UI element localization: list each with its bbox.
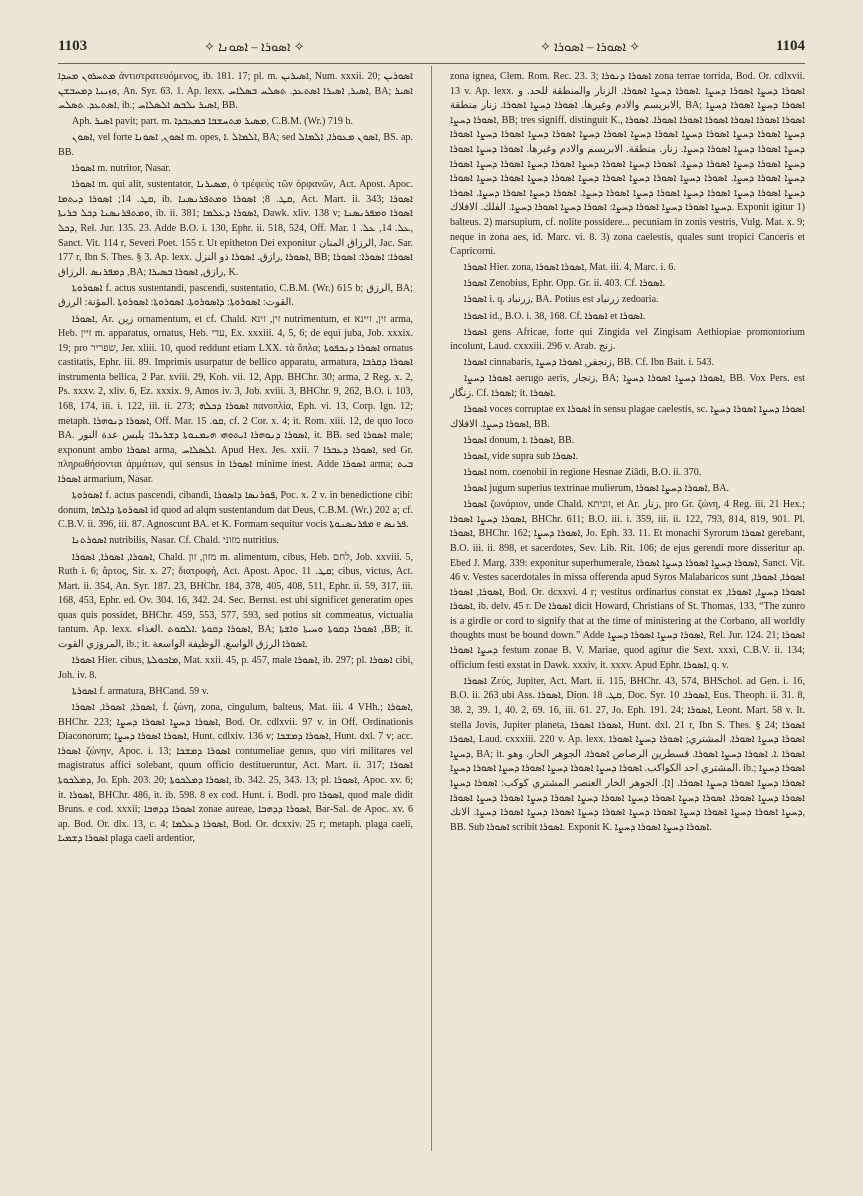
entry: ܐܣܘܪܐ ζωνάριον, unde Chald. זוניתא, et Ar. زنار, pro Gr. ζώνη, 4 Reg. iii. 21 Hex.; ܐܣܘܪܐ ܕܚܨܐ ܐܣܘܪܐ, BHChr. 611; B.O. iii. i. 359, iii. ii. 122, 793, 814, 819, 901. Pl. ܐܣܘܪܐ, BHChr. 162; ܐܣܘܪܐ ܕܚܨܐ, Jo. Eph. 33. 11. Et monachi Syrorum ܐܣܘܪܐ gerebant, B.O. iii. ii. 898, et sacerdotes, Sev. Lib. Rit. 106; de ejus gerendi more disseritur ap. Ebed J. Marg. 339: exponitur superhumerale, ܐܣܘܪܐ ܕܚܨܐ ܐܣܘܪܐ ܕܚܨܐ ܐܣܘܪܐ, Sanct. Vit. 46 v. Vestes sacerdotales in missa offerenda apud Syros Malabaricos sunt ܐܣܘܪܐ, ܐܣܘܪܐ, ܐܣܘܪܐ, ܐܣܘܪܐ, Bod. Or. dcxxvi. 4 r; vestitus ordinarius constat ex ܐܣܘܪܐ ܕܚܨܐ, ܐܣܘܪܐ, ܐܣܘܪܐ, ib. delv. 45 r. De ܐܣܘܪܐ dicit Howard, Christians of St. Thomas, 133, “The zunro is a girdle or cord to signify that at the time of ministering at the Corbano, all worldly thoughts must be bound down.” Adde ܐܣܘܪܐ ܕܚܨܐ ܐܣܘܪܐ ܕܚܨܐ, Rel. Jur. 124. 21; ܐܣܘܪܐ ܕܚܨܐ ܐܣܘܪܐ festum zonae B. V. Mariae, quod agitur die Sext. xxxi, C.B.V. ii. 134; officium festi exstat in Dawk. xxxiv, it. xxxv. Apud Ephr. ܐܣܘܪܐ, q. v.: [450, 499, 806, 671]
entry: ܐܣܘܪܐ, vide supra sub ܐܣܘܪܐ.: [464, 450, 579, 462]
page-number-left: 1103: [58, 38, 88, 54]
entry: ܐܣܘܪܘܬܐ f. actus sustentandi, pascendi, sustentatio, C.B.M. (Wr.) 615 b; الرزق, BA; القوت: ܐܣܘܪܘܬܐ: ܕܐܣܘܪܘܬܐ. ܐܣܘܪܘܬܐ: ܐܣܘܪܘܬܐ .المؤنة: الرزق.: [58, 282, 413, 309]
running-headword-left: ✧ ܐܣܘܪܐ – ܐܣܘܢܐ ✧: [204, 39, 305, 54]
entry: ܐܣܘܪܐ Hier. cibus, ܡܐܟܘܠܬܐ, Mat. xxii. 45, p. 457, male ܐܣܘܪܐ, ib. 297; pl. ܐܣܘܪܐ cibi, Joh. iv. 8.: [58, 655, 413, 681]
running-header: [58, 38, 805, 60]
entry: ܐܣܘܪܬܢܐ nutribilis, Nasar. Cf. Chald. מזוני nutritius.: [72, 535, 279, 547]
entry: ܐܣܘܪܐ, Ar. زين ornamentum, et cf. Chald. זין, זינא nutrimentum, et זין, זיינא arma, Heb. זיין m. apparatus, ornatus, Heb. עדי, Ex. xxxiii. 4, 5, 6; de equi juba, Job. xxxix. 19; pro שפריר, Jer. xliii. 10, quod reddunt etiam LXX. τὰ ὅπλα; ܐܣܘܪܐ ܕܢܟܦܘܬܐ ornatus castitatis, Ephr. iii. 89. Imprimis usurpatur de bellico apparatu, armatura, ܐܣܘܪܐ ܕܩܪܒܐ instrumenta bellica, 2 Par. xviii. 29, Koh. vii. 12, App. BHChr. 30; arma, 2 Reg. x. 2, Ps. xxxv. 2, xliv. 6, Ez. xxxix. 9, Amos iv. 3, Job. xviii. 3, BHChr. 9, 262, B.O. i. 103, 168, 174, iii. i. 122, iii. ii. 273; ܐܣܘܪܐ ܕܟܠܗ πανοπλία, Eph. vi. 13, Corp. Ign. 12; metaph. ܐܣܘܪܐ ܕܢܘܗܪܐ, Off. Mar. ܩܘ. 15, cf. 2 Cor. x. 4; it. Rom. xiii. 12, de quo loco BA. ܐܣܘܪܐ ܕܢܘܗܪܐ ܐܝܬܘܗܝ ܗܝܡܢܘܬܐ ܕܫܪܝܪܐ: يلبس عدة النور, it. BB. sed ܐܣܘܪܐ male; exponunt ambo ܐܣܘܪܐ arma, ܐܠܣܠܐܚ. Apud Hex. Jes. xxii. 7 ܐܣܘܪܐ ܕܥܒܪܐ, sed Gr. πληρωθήσονται ἁρμάτων, qui sensus in ܐܣܘܪܐ minime inest. Adde ܐܣܘܪܐ arma; ܒܝܬ ܐܣܘܪܐ armarium, Nasar.: [58, 313, 414, 486]
entry: ܐܣܘܪܐ i. q. زرنباد, BA. Potius est زرنباد zedoaria.: [464, 294, 659, 306]
entry: ܡܬܚܪܘܢ ܡܚܕܐ ἀντιστρατευόμενος, ib. 181. 17; pl. m. ܐܣܝܪܝܢ, Num. xxxii. 20; ܐܣܘܪܝܢ ܘܙܝܢܐ ܕܡܚܒܫܢ, An. Syr. 63. 1. Ap. lexx. ܐܣܝܪ, ܐܣܝܪܐ ܐܣܬܥܕ. ܬܣܠܚ ܒܣܠܐܚ, BA; ܐܣܝܪ ܐܣܬܥܕ. ܬܣܠܚ, ib.; ܐܣܝܪ ܝܠܒܣ ܐܠܣܠܐܚ, BB.: [58, 71, 414, 112]
header-rule: [58, 63, 805, 64]
left-column: [58, 70, 413, 848]
entry: ܐܣܘܢ, vel forte ܐܣܘܢ, ܐܣܘܢܐ m. opes, ܐܠܡܐܠ .ܐ, BA; sed ܐܣܘܢ ܡܥܘܪܐ, ܐܠܡܐܠ, BS. ap. BB.: [58, 132, 413, 158]
entry: ܐܣܘܪܘܬܐ f. actus pascendi, cibandi, ܦܘܪܢܣܐ ܕܐܣܘܪܐ, Poc. x. 2 v. in benedictione cibi: donum, ܐܣܘܪܘܬܐ ܕܐܠܗܐ id quod ad alqm sustentandum dat Deus, C.B.M. (Wr.) 202 a; cf. C.B.V. ii. 396, iii. 87. Agnoscunt BA. et K. Formam sequitur vocis ܡܦܪܢܣܢܘܬܐ e ܦܪܢܣ.: [58, 490, 414, 531]
entry: ܐܣܘܪܐ nom. coenobii in regione Hesnae Ziâdi, B.O. ii. 370.: [464, 466, 702, 478]
entry: ܐܣܘܪܐ Hier. zona, ܐܣܘܪܐ ܐܣܘܪܐ, Mat. iii. 4, Marc. i. 6.: [464, 262, 676, 274]
entry: ܐܣܘܪܐ ܕܚܨܐ aerugo aeris, زنجار, BA; ܐܣܘܪܐ ܕܚܨܐ ܐܣܘܪܐ ܕܚܨܐ, BB. Vox Pers. est زنگار. Cf. ܐܣܘܪܐ; it. ܐܣܘܪܐ.: [450, 373, 805, 399]
entry: ܐܣܘܪܬܐ f. armatura, BHCand. 59 v.: [72, 685, 209, 697]
entry: ܐܣܘܪܐ Ζεύς, Jupiter, Act. Mart. ii. 115, BHChr. 43, 574, BHSchol. ad Gen. i. 16, B.O. ii. 263 ubi Ass. ܐܣܘܪܐ, Dion. ܩܛ. 18, Doc. Syr. ܐܣܘܪܐ. 10, Eus. Theoph. ii. 31. 8, 38. 2, 39. 1, 40. 2, 69. 16, iii. 61. 27, Jo. Eph. 191. 24; ܐܣܘܪܐ, Leont. Mart. 58 v. It. stella Jovis, Jupiter planeta, ܐܣܘܪܐ ܐܣܘܪܐ, Hunt. dxl. 21 r, Ibn S. Thes. § 24; ܐܣܘܪܐ ܐܣܘܪܐ, Laud. cxxxiii. 220 v. Ap. lexx. ܐܣܘܪܐ ܕܚܨܐ ܐܣܘܪܐ. المشتري; ܐܣܘܪܐ ܕܚܨܐ ܐܣܘܪܐ ܕܚܨܐ, BA; it. ܐܣܘܪܐ .ܐ. ܐܣܘܪܐ ܕܚܨܐ ܐܣܘܪܐ. قسطرين الرصاص ܐܣܘܪܐ. الجوهر الخار. وهو المشتري احد الكواكب. ܐܣܘܪܐ ܕܚܨܐ ܐܣܘܪܐ ܕܚܨܐ ܐܣܘܪܐ ܕܚܨܐ ܐܣܘܪܐ ܕܚܨܐ. ib.; ܐܣܘܪܐ ܕܚܨܐ ܐܣܘܪܐ ܕܚܨܐ ܐܣܘܪܐ ܕܚܨܐ ܐܣܘܪܐ. [ܐ]. الجوهر الخار العنصر المشتري كوكب: ܐܣܘܪܐ ܕܚܨܐ ܐܣܘܪܐ ܕܚܨܐ ܐܣܘܪܐ. ܐܣܘܪܐ ܕܚܨܐ ܐܣܘܪܐ ܕܚܨܐ ܐܣܘܪܐ ܕܚܨܐ ܐܣܘܪܐ ܕܚܨܐ ܐܣܘܪܐ ܕܚܨܐ ܐܣܘܪܐ ܕܚܨܐ ܐܣܘܪܐ ܕܚܨܐ ܐܣܘܪܐ ܕܚܨܐ ܐܣܘܪܐ ܕܚܨܐ ܐܣܘܪܐ ܕܚܨܐ ܐܣܘܪܐ ܕܚܨܐ ܐܣܘܪܐ ܕܚܨܐ. الانك, BB. Sub ܐܣܘܪܐ scribit ܐܣܘܪܐ. Exponit K. ܐܣܘܪܐ ܕܚܨܐ ܐܣܘܪܐ ܕܚܨܐ.: [450, 675, 806, 833]
entry: zona ignea, Clem. Rom. Rec. 23. 3; ܐܣܘܪܐ ܕܢܘܪܐ zona terrae torrida, Bod. Or. cdlxvii. 13 v. Ap. lexx. ܐܣܘܪܐ ܕܚܨܐ ܐܣܘܪܐ ܕܚܨܐ .ܐܣܘܪܐ ܕܚܨܐ ܐܣܘܪܐ. الزنار والمنطقة للحد. و الابريسم والادم وغيرها. ܐܣܘܪܐ ܕܚܨܐ ܐܣܘܪܐ. زنار منطقة, BA; ܐܣܘܪܐ ܕܚܨܐ ܐܣܘܪܐ ܕܚܨܐ ܐܣܘܪܐ ܕܚܨܐ, BB; tres signiff. distinguit K., ܐܣܘܪܐ ܐܣܘܪܐ ܐܣܘܪܐ ܐܣܘܪܐ ܐܣܘܪܐ ܐܣܘܪܐ. ܐܣܘܪܐ ܕܚܨܐ ܐܣܘܪܐ ܕܚܨܐ ܐܣܘܪܐ ܕܚܨܐ ܐܣܘܪܐ ܕܚܨܐ ܐܣܘܪܐ ܕܚܨܐ ܐܣܘܪܐ ܕܚܨܐ ܐܣܘܪܐ ܕܚܨܐ ܐܣܘܪܐ ܕܚܨܐ ܐܣܘܪܐ ܕܚܨܐ ܐܣܘܪܐ ܕܚܨܐ. زنار. منطقة. الابريسم والادم وغيرها. ܐܣܘܪܐ ܕܚܨܐ ܐܣܘܪܐ ܕܚܨܐ ܐܣܘܪܐ ܕܚܨܐ ܐܣܘܪܐ ܕܚܨܐ. ܐܣܘܪܐ ܕܚܨܐ ܐܣܘܪܐ ܕܚܨܐ ܐܣܘܪܐ ܕܚܨܐ ܐܣܘܪܐ ܕܚܨܐ ܐܣܘܪܐ ܕܚܨܐ ܐܣܘܪܐ ܕܚܨܐ. ܐܣܘܪܐ ܕܚܨܐ ܐܣܘܪܐ ܕܚܨܐ ܐܣܘܪܐ ܕܚܨܐ ܐܣܘܪܐ ܕܚܨܐ ܐܣܘܪܐ ܕܚܨܐ ܐܣܘܪܐ ܕܚܨܐ ܐܣܘܪܐ ܕܚܨܐ ܐܣܘܪܐ ܕܚܨܐ ܐܣܘܪܐ ܕܚܨܐ ܐܣܘܪܐ ܕܚܨܐ. ܐܣܘܪܐ ܕܚܨܐ ܐܣܘܪܐ ܕܚܨܐ. ܐܣܘܪܐ ܕܚܨܐ ܐܣܘܪܐ ܕܚܨܐ ܐܣܘܪܐ ܕܚܨܐ: ܐܣܘܪܐ ܕܚܨܐ ܐܣܘܪܐ ܕܚܨܐ. الفلك. الافلاك. Exponit igitur 1) balteus. 2) marsupium, cf. nolite possidere... pecuniam in zonis vestris, Vulg. Mat. x. 9; neque in zona aes, id. Marc. vi. 8. 3) zona caelestis, quales sunt tropici Canceris et Capricorni.: [450, 71, 805, 258]
entry: ܐܣܘܪܐ jugum superius textrinae mulierum, ܐܣܘܪܐ ܕܚܨܐ ܐܣܘܪܐ, BA.: [464, 483, 730, 495]
entry: Aph. ܐܣܝܪ pavit; part. m. ܡܣܝܪ ܡܬܚܫܒܐ ܒܡܥܒܕܐ, C.B.M. (Wr.) 719 b.: [72, 116, 354, 128]
entry: ܐܣܘܪܐ Zenobius, Ephr. Opp. Gr. ii. 403. Cf. ܐܣܘܪܐ.: [464, 278, 666, 290]
entry: ܐܣܘܪܐ m. nutritor, Nasar.: [72, 163, 171, 175]
right-column: [450, 70, 805, 837]
entry: ܐܣܘܪܐ, ܐܣܘܪܐ, ܐܣܘܪܐ, Chald. מזון, זון m. alimentum, cibus, Heb. לחם, Job. xxviii. 5, Ruth i. 6; ἄρτος, Sir. x. 27; διατροφή, Act. Apost. Apoc. ܩܛ. 11; cibus, victus, Act. Mart. ii. 354, An. Syr. 187. 23, BHChr. 184, 378, 405, 408, 511, Ephr. ii. 59, 317, iii. 168, 453, Ephr. ed. Ov. 304. 16, 342. 24. Sec. Bernst. est ubi significet generatim opes quas quis possidet, BHChr. 459, 553, 577, 593, sed potius sit commeatus, victualia tantum. Ap. lexx. ܐܣܘܪܐ ܕܩܘܬܐ .ܐܠܩܘܬ .الغذاء, BA; ܐܣܘܪܐ ܕܩܘܬܐ ܘܚܝܬܐ ܘܐܫܬܐ ,BB; it. المروزي القوت, ib.; it. ܐܣܘܪܐ الرزق الواسع. الوظيفة الواسعة.: [58, 551, 413, 651]
entry: ܐܣܘܪܐ m. qui alit, sustentator, ܡܣܝܪܢܐ, ὁ τρέφεὺς τῶν ὀρφανῶν, Act. Apost. Apoc. ܩܛ. 14; ܐܣܘܪܐ ܕܝܬܡܐ, ib. ܩܛ. 8; ܐܣܘܪܐ ܘܡܬܦܪܢܣܢܐ, Act. Mart. ii. 343; ܐܣܘܪܐ ܘܡܬܦܪܢܣܢܐ ܕܟܠ ܒܪܝܬܐ, ib. ii. 381; ܐܣܘܪܐ ܕܥܠܡܐ, Dawk. xliv. 138 v; ܐܣܘܪܐ ܘܡܦܪܢܣܢܐ ܕܟܠ, Rel. Jur. 135. 23. Adde B.O. i. 130, Ephr. ii. 518, 524, Off. Mar. ܥܠ. 14, ܥܠ. 1, Sanct. Vit. 114 r, Severi Poet. 155 r. Ut epitheton Dei exponitur الرزاق المنان, Jac. Sar. 177 r, Ibn S. Thes. § 3. Ap. lexx. ܐܣܘܪܐ ,رازق. ܐܣܘܪܐ ذو النزل, BB; ܐܣܘܪܐ: ܐܣܘܪܐ: ܐܣܘܪܐ ܕܡܦܪܢܣ .الرزاق ,BA; رازق, ܐܣܘܪܐ ܒܣܝܪܐ, K.: [58, 179, 414, 278]
column-divider: [431, 66, 432, 1151]
entry: ܐܣܘܪܐ, ܐܣܘܪܐ, ܐܣܘܪܐ, f. ζώνη, zona, cingulum, balteus, Mat. iii. 4 VHh.; ܐܣܘܪܐ, BHChr. 223; ܐܣܘܪܐ ܕܚܨܐ ܐܣܘܪܐ ܕܚܨܐ, Bod. Or. cdlxvii. 97 v. in Off. Ordinationis Diaconorum; ܐܣܘܪܐ ܐܣܘܪܐ ܕܚܨܐ, Hunt. cdlxiv. 136 v; ܐܣܘܪܐ ܕܡܫܟܐ, Hunt. dxl. 7 v; acc. ܐܣܘܪܐ ζώνην, Apoc. i. 13; ܐܣܘܪܐ ܕܡܫܟܐ contumeliae genus, quo viri militares vel magistratus affici solebant, quum officio destitueruntur, Act. Mart. ii. 317; ܐܣܘܪܐ ܕܡܠܟܘܬܐ, Jo. Eph. 203. 20; ܐܣܘܪܐ ܕܡܠܟܘܬܐ, ib. 342. 25, 343. 13; pl. ܐܣܘܪܐ, Apoc. xv. 6; it. ܐܣܘܪܐ, BHChr. 486, it. ib. 598. 8 ex cod. Hunt. i. Bodl. pro ܐܣܘܪܐ, quod male didit Bruns. e cod. xxxii; ܐܣܘܪܐ ܕܕܗܒܐ zonae aureae, ܐܣܘܪܐ ܕܕܗܒܐ, Bar-Sal. de Apoc. xv. 6 ap. Bod. Or. dlx. 13, c. 4; ܐܣܘܪܐ ܕܥܠܡܐ, Bod. Or. dcxxiv. 25 r; metaph. plaga caeli, ܐܣܘܪܐ ܕܫܡܝܐ plaga caeli ardentior,: [58, 701, 414, 845]
entry: ܐܣܘܪܐ donum, ܐܣܘܪܐ .ܐ, BB.: [464, 434, 575, 446]
entry: ܐܣܘܪܐ voces corruptae ex ܐܣܘܪܐ in sensu plagae caelestis, sc. ܐܣܘܪܐ ܕܚܨܐ ܐܣܘܪܐ ܕܚܨܐ ܐܣܘܪܐ ܕܚܨܐ. الافلاك, BB.: [450, 404, 805, 430]
entry: ܐܣܘܪܐ cinnabaris, زنجفر, ܐܣܘܪܐ ܕܚܨܐ, BB. Cf. Ibn Bait. i. 543.: [464, 357, 714, 369]
running-headword-right: ✧ ܐܣܘܪܐ – ܐܣܘܪܐ ✧: [540, 39, 641, 54]
entry: ܐܣܘܪܐ id., B.O. i. 38, 168. Cf. ܐܣܘܪܐ et ܐܣܘܪܐ.: [464, 310, 646, 322]
page-number-right: 1104: [775, 38, 805, 54]
entry: ܐܣܘܪܐ gens Africae, forte qui Zingida vel Zingisam Aethiopiae promontorium incolunt, Laud. cxxxiii. 296 v. Arab. زنج.: [450, 326, 805, 353]
